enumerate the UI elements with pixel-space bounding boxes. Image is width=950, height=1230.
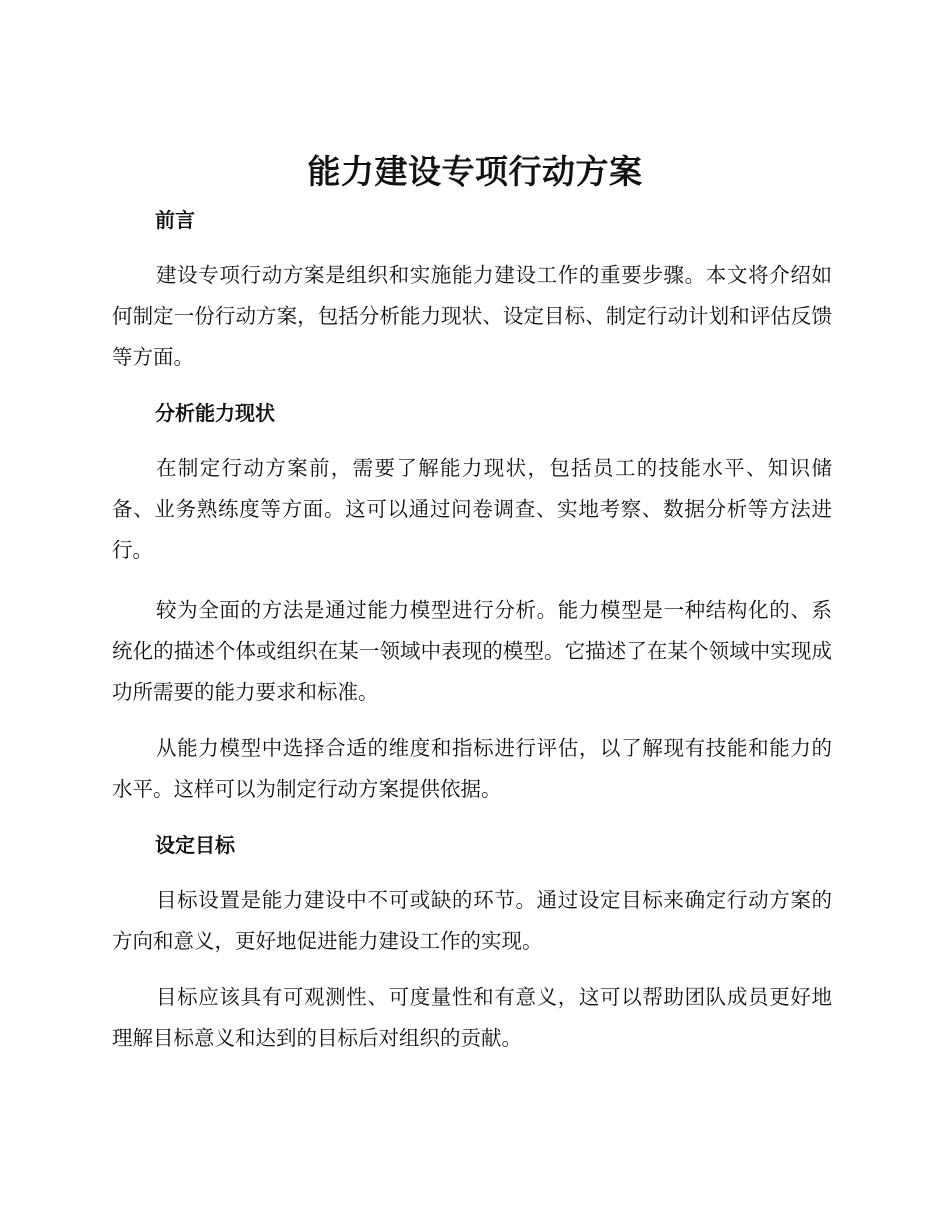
document-title: 能力建设专项行动方案 bbox=[307, 152, 643, 191]
paragraph: 建设专项行动方案是组织和实施能力建设工作的重要步骤。本文将介绍如何制定一份行动方案，包括分析能力现状、设定目标、制定行动计划和评估反馈等方面。 bbox=[112, 263, 832, 369]
section-heading-preface: 前言 bbox=[155, 208, 195, 232]
paragraph: 较为全面的方法是通过能力模型进行分析。能力模型是一种结构化的、系统化的描述个体或组织在某一领域中表现的模型。它描述了在某个领域中实现成功所需要的能力要求和标准。 bbox=[112, 598, 832, 704]
section-heading-analysis: 分析能力现状 bbox=[155, 401, 275, 425]
section-heading-goals: 设定目标 bbox=[155, 833, 235, 857]
paragraph: 目标应该具有可观测性、可度量性和有意义，这可以帮助团队成员更好地理解目标意义和达到的目标后对组织的贡献。 bbox=[112, 985, 832, 1050]
paragraph: 在制定行动方案前，需要了解能力现状，包括员工的技能水平、知识储备、业务熟练度等方面。这可以通过问卷调查、实地考察、数据分析等方法进行。 bbox=[112, 456, 832, 562]
paragraph: 从能力模型中选择合适的维度和指标进行评估，以了解现有技能和能力的水平。这样可以为制定行动方案提供依据。 bbox=[112, 736, 832, 801]
paragraph: 目标设置是能力建设中不可或缺的环节。通过设定目标来确定行动方案的方向和意义，更好地促进能力建设工作的实现。 bbox=[112, 888, 832, 953]
